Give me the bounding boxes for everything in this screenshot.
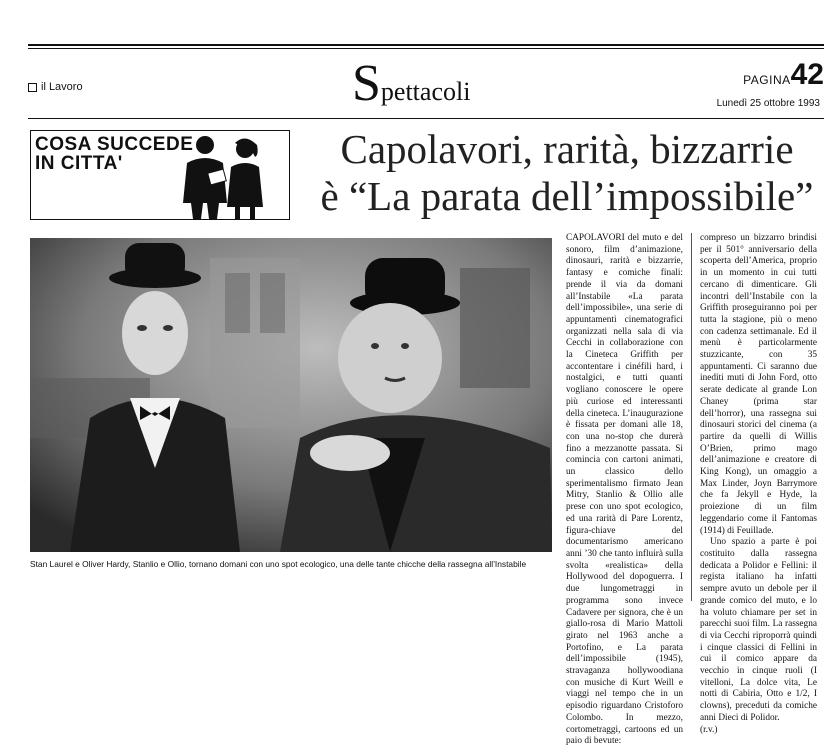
article-column-2 [700, 233, 817, 735]
date-line: Lunedì 25 ottobre 1993 [716, 98, 820, 109]
page-label: PAGINA [743, 73, 791, 87]
paper-name [28, 81, 83, 93]
square-icon [28, 83, 37, 92]
box-title-line1: COSA SUCCEDE [35, 134, 194, 155]
top-rule [28, 44, 824, 46]
article-column-1 [566, 233, 683, 747]
page-number: 42 [790, 58, 824, 91]
page-indicator [743, 58, 824, 92]
section-initial: S [352, 55, 381, 112]
section-title [352, 55, 471, 112]
headline [310, 126, 824, 220]
box-title-line2: IN CITTA' [35, 153, 123, 174]
cosa-succede-box [30, 130, 290, 220]
article-text-1: CAPOLAVORI del muto e del sonoro, film d’animazione, dinosauri, rarità e bizzarrie, fantasy e comiche finali: prende il via da domani all’Instabile «La parata dell’impossibile», una serie di appuntamenti cinematografici organizzati nella sala di via Cecchi in collaborazione con la Cineteca Griffith per accontentare i cinéfili hard, i nostalgici, e tutti quanti vogliano conoscere le opere più curiose ed interessanti della cineteca. L’inaugurazione è fissata per domani alle 18, con una no-stop che durerà fino a mezzanotte passata. Si comincia con cartoni animati, un classico dello sperimentalismo firmato Jean Mitry, Stanlio & Ollio alle prese con uno spot ecologico, ed una rarità di Pare Lorentz, figura-chiave del documentarismo americano anni ’30 che tanto influirà sulla svolta «realistica» della Hollywood del dopoguerra. I due lungometraggi in programma sono invece Cadavere per signora, che è un giallo-rosa di Mario Mattoli girato nel 1963 anche a Portofino, e La parata dell’impossibile (1945), stravaganza hollywoodiana con musiche di Kurt Weill e viaggi nel tempo che in un episodio riguardano Cristoforo Colombo. In mezzo, cortometraggi, cartoons ed un paio di bevute: [566, 233, 683, 747]
masthead-rule [28, 118, 824, 119]
article-text-2a: compreso un bizzarro brindisi per il 501° anniversario della scoperta dell’America, proprio in un momento in cui tutti cercano di dimenticare. Gli incontri dell’Instabile con la Griffith proseguiranno poi per tutta la stagione, più o meno con cadenza settimanale. Ed il menù è particolarmente stuzzicante, con 35 appuntamenti. Ci saranno due inediti muti di John Ford, otto serate dedicate al grande Lon Chaney (prima star dell’horror), una rassegna sui dinosauri storici del cinema (a partire da quelli di Willis O’Brien, primo mago dell’animazione e creatore di King Kong), un omaggio a Max Linder, Joyn Barrymore che fa Jekyll e Hyde, la proiezione di un film leggendario come il Fantomas (1914) di Feuillade. [700, 233, 817, 536]
column-separator [691, 233, 692, 601]
photo-caption: Stan Laurel e Oliver Hardy, Stanlio e Ollio, tornano domani con uno spot ecologico, una delle tante chicche della rassegna all’Instabile [30, 559, 527, 569]
article-signature: (r.v.) [700, 724, 718, 735]
top-rule-thin [28, 48, 824, 49]
headline-line2: è “La parata dell’impossibile” [320, 173, 814, 219]
article-text-2b: Uno spazio a parte è poi costituito dalla rassegna dedicata a Polidor e Fellini: il regista italiano ha infatti sempre avuto un debole per il grande comico del muto, e lo ha voluto chiamare per set in parecchi suoi film. La rassegna di via Cecchi riproporrà quindi i cinque classici di Fellini in cui il comico appare da vecchio in cinque ruoli (I vitelloni, La dolce vita, Le notti di Cabiria, Otto e 1/2, I clowns), preceduti da comiche anni Dieci di Polidor. [700, 537, 817, 723]
paper-name-text: il Lavoro [41, 81, 83, 93]
headline-line1: Capolavori, rarità, bizzarrie [340, 126, 794, 172]
laurel-hardy-photo [30, 238, 552, 552]
couple-silhouette-icon [165, 133, 283, 219]
section-rest: pettacoli [380, 77, 471, 106]
